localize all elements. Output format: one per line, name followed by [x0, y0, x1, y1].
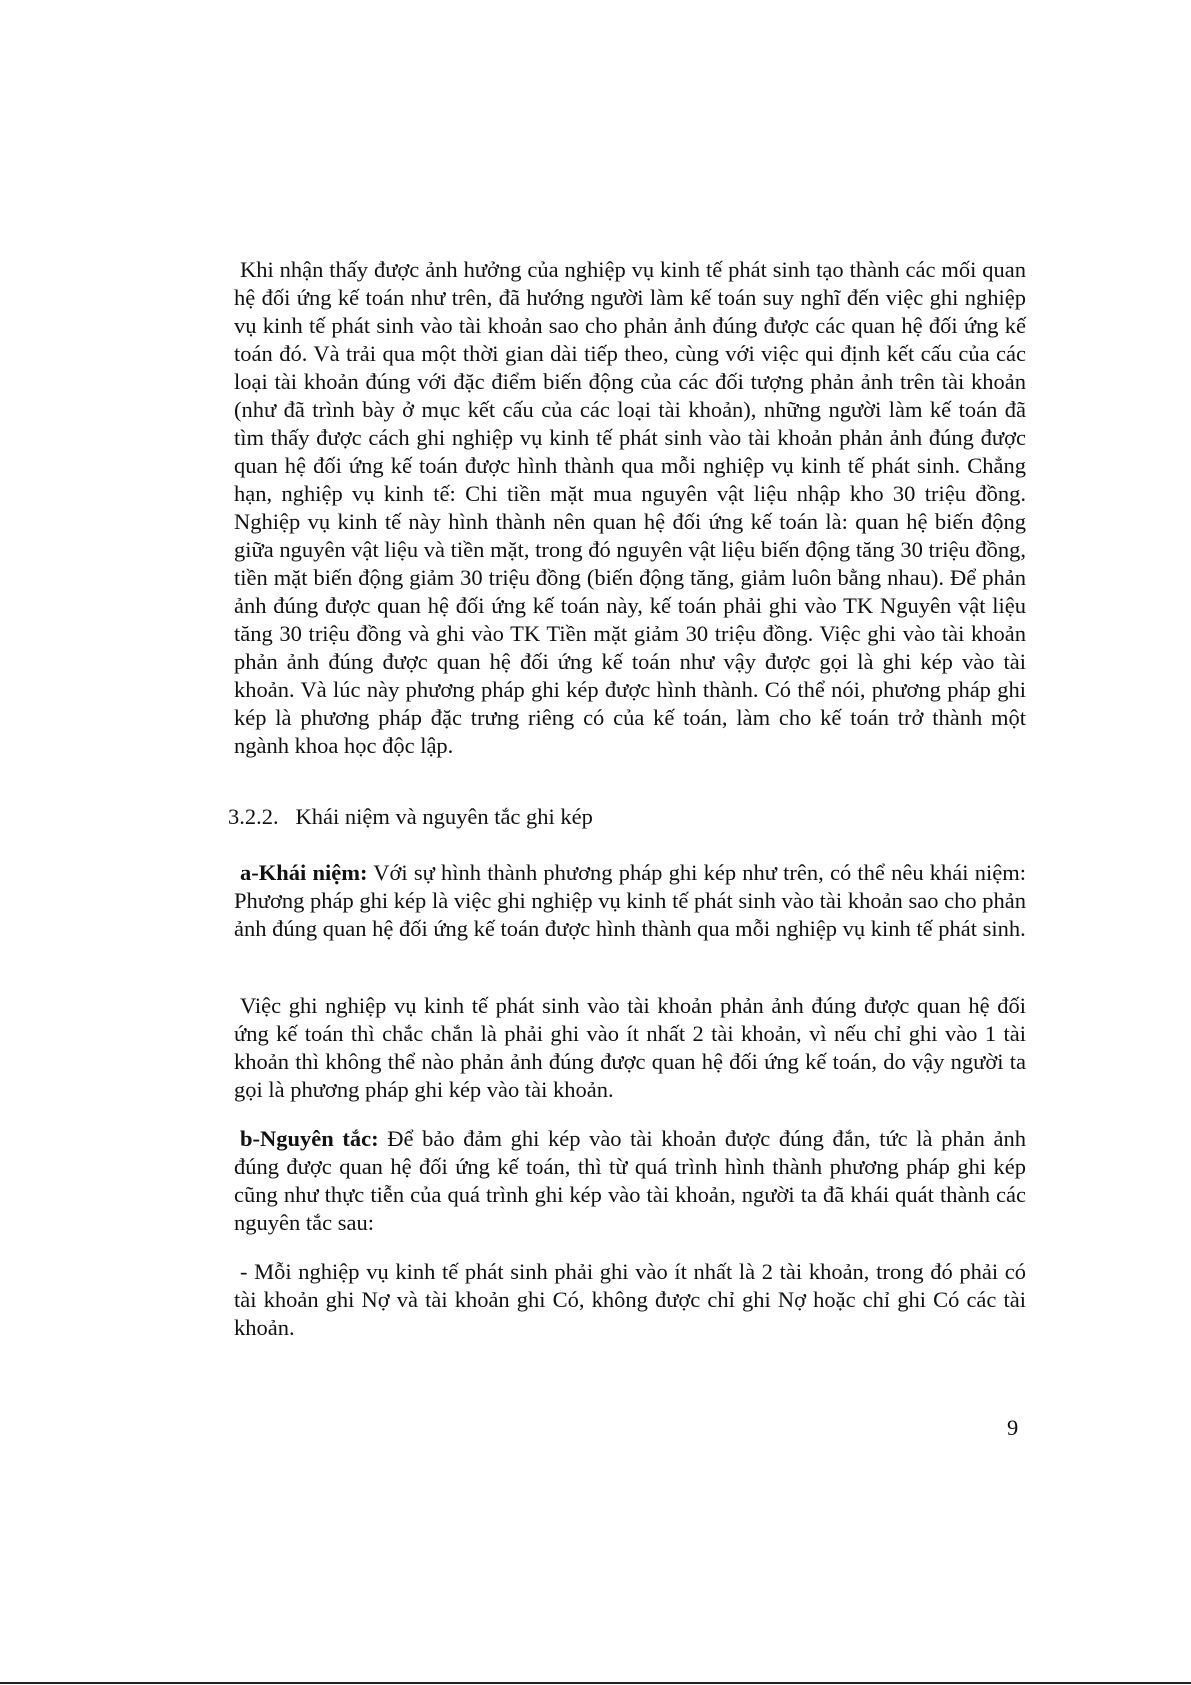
- concept-text: Với sự hình thành phương pháp ghi kép như trên, có thể nêu khái niệm: Phương pháp ghi kép là việc ghi nghiệp vụ kinh tế phát sinh vào tài khoản sao cho phản ảnh đúng quan hệ đối ứng kế toán được hình thành qua mỗi nghiệp vụ kinh tế phát sinh.: [234, 860, 1026, 941]
- page-bottom-border: [0, 1682, 1191, 1684]
- paragraph-concept: [234, 859, 1026, 943]
- section-number: 3.2.2.: [228, 804, 279, 829]
- section-title: Khái niệm và nguyên tắc ghi kép: [295, 804, 593, 829]
- paragraph-text: Việc ghi nghiệp vụ kinh tế phát sinh vào tài khoản phản ảnh đúng được quan hệ đối ứng kế toán thì chắc chắn là phải ghi vào ít nhất 2 tài khoản, vì nếu chỉ ghi vào 1 tài khoản thì không thể nào phản ảnh đúng được quan hệ đối ứng kế toán, do vậy người ta gọi là phương pháp ghi kép vào tài khoản.: [234, 993, 1026, 1102]
- section-heading: [228, 803, 593, 831]
- rule-text: - Mỗi nghiệp vụ kinh tế phát sinh phải ghi vào ít nhất là 2 tài khoản, trong đó phải có tài khoản ghi Nợ và tài khoản ghi Có, không được chỉ ghi Nợ hoặc chỉ ghi Có các tài khoản.: [234, 1259, 1026, 1340]
- paragraph-text: Khi nhận thấy được ảnh hưởng của nghiệp vụ kinh tế phát sinh tạo thành các mối quan hệ đối ứng kế toán như trên, đã hướng người làm kế toán suy nghĩ đến việc ghi nghiệp vụ kinh tế phát sinh vào tài khoản sao cho phản ảnh đúng được các quan hệ đối ứng kế toán đó. Và trải qua một thời gian dài tiếp theo, cùng với việc qui định kết cấu của các loại tài khoản đúng với đặc điểm biến động của các đối tượng phản ảnh trên tài khoản (như đã trình bày ở mục kết cấu của các loại tài khoản), những người làm kế toán đã tìm thấy được cách ghi nghiệp vụ kinh tế phát sinh vào tài khoản phản ảnh đúng được quan hệ đối ứng kế toán được hình thành qua mỗi nghiệp vụ kinh tế phát sinh. Chẳng hạn, nghiệp vụ kinh tế: Chi tiền mặt mua nguyên vật liệu nhập kho 30 triệu đồng. Nghiệp vụ kinh tế này hình thành nên quan hệ đối ứng kế toán là: quan hệ biến động giữa nguyên vật liệu và tiền mặt, trong đó nguyên vật liệu biến động tăng 30 triệu đồng, tiền mặt biến động giảm 30 triệu đồng (biến động tăng, giảm luôn bằng nhau). Để phản ảnh đúng được quan hệ đối ứng kế toán này, kế toán phải ghi vào TK Nguyên vật liệu tăng 30 triệu đồng và ghi vào TK Tiền mặt giảm 30 triệu đồng. Việc ghi vào tài khoản phản ảnh đúng được quan hệ đối ứng kế toán như vậy được gọi là ghi kép vào tài khoản. Và lúc này phương pháp ghi kép được hình thành. Có thể nói, phương pháp ghi kép là phương pháp đặc trưng riêng có của kế toán, làm cho kế toán trở thành một ngành khoa học độc lập.: [234, 257, 1026, 758]
- principle-label: b-Nguyên tắc:: [240, 1126, 379, 1151]
- page-number: 9: [1007, 1415, 1019, 1440]
- concept-label: a-Khái niệm:: [240, 860, 368, 885]
- paragraph-two-accounts: [234, 992, 1026, 1104]
- principle-text: Để bảo đảm ghi kép vào tài khoản được đúng đắn, tức là phản ảnh đúng được quan hệ đối ứng kế toán, thì từ quá trình hình thành phương pháp ghi kép cũng như thực tiễn của quá trình ghi kép vào tài khoản, người ta đã khái quát thành các nguyên tắc sau:: [234, 1126, 1026, 1235]
- paragraph-rule-1: [234, 1258, 1026, 1342]
- paragraph-double-entry-origin: [234, 256, 1026, 760]
- paragraph-principle: [234, 1125, 1026, 1237]
